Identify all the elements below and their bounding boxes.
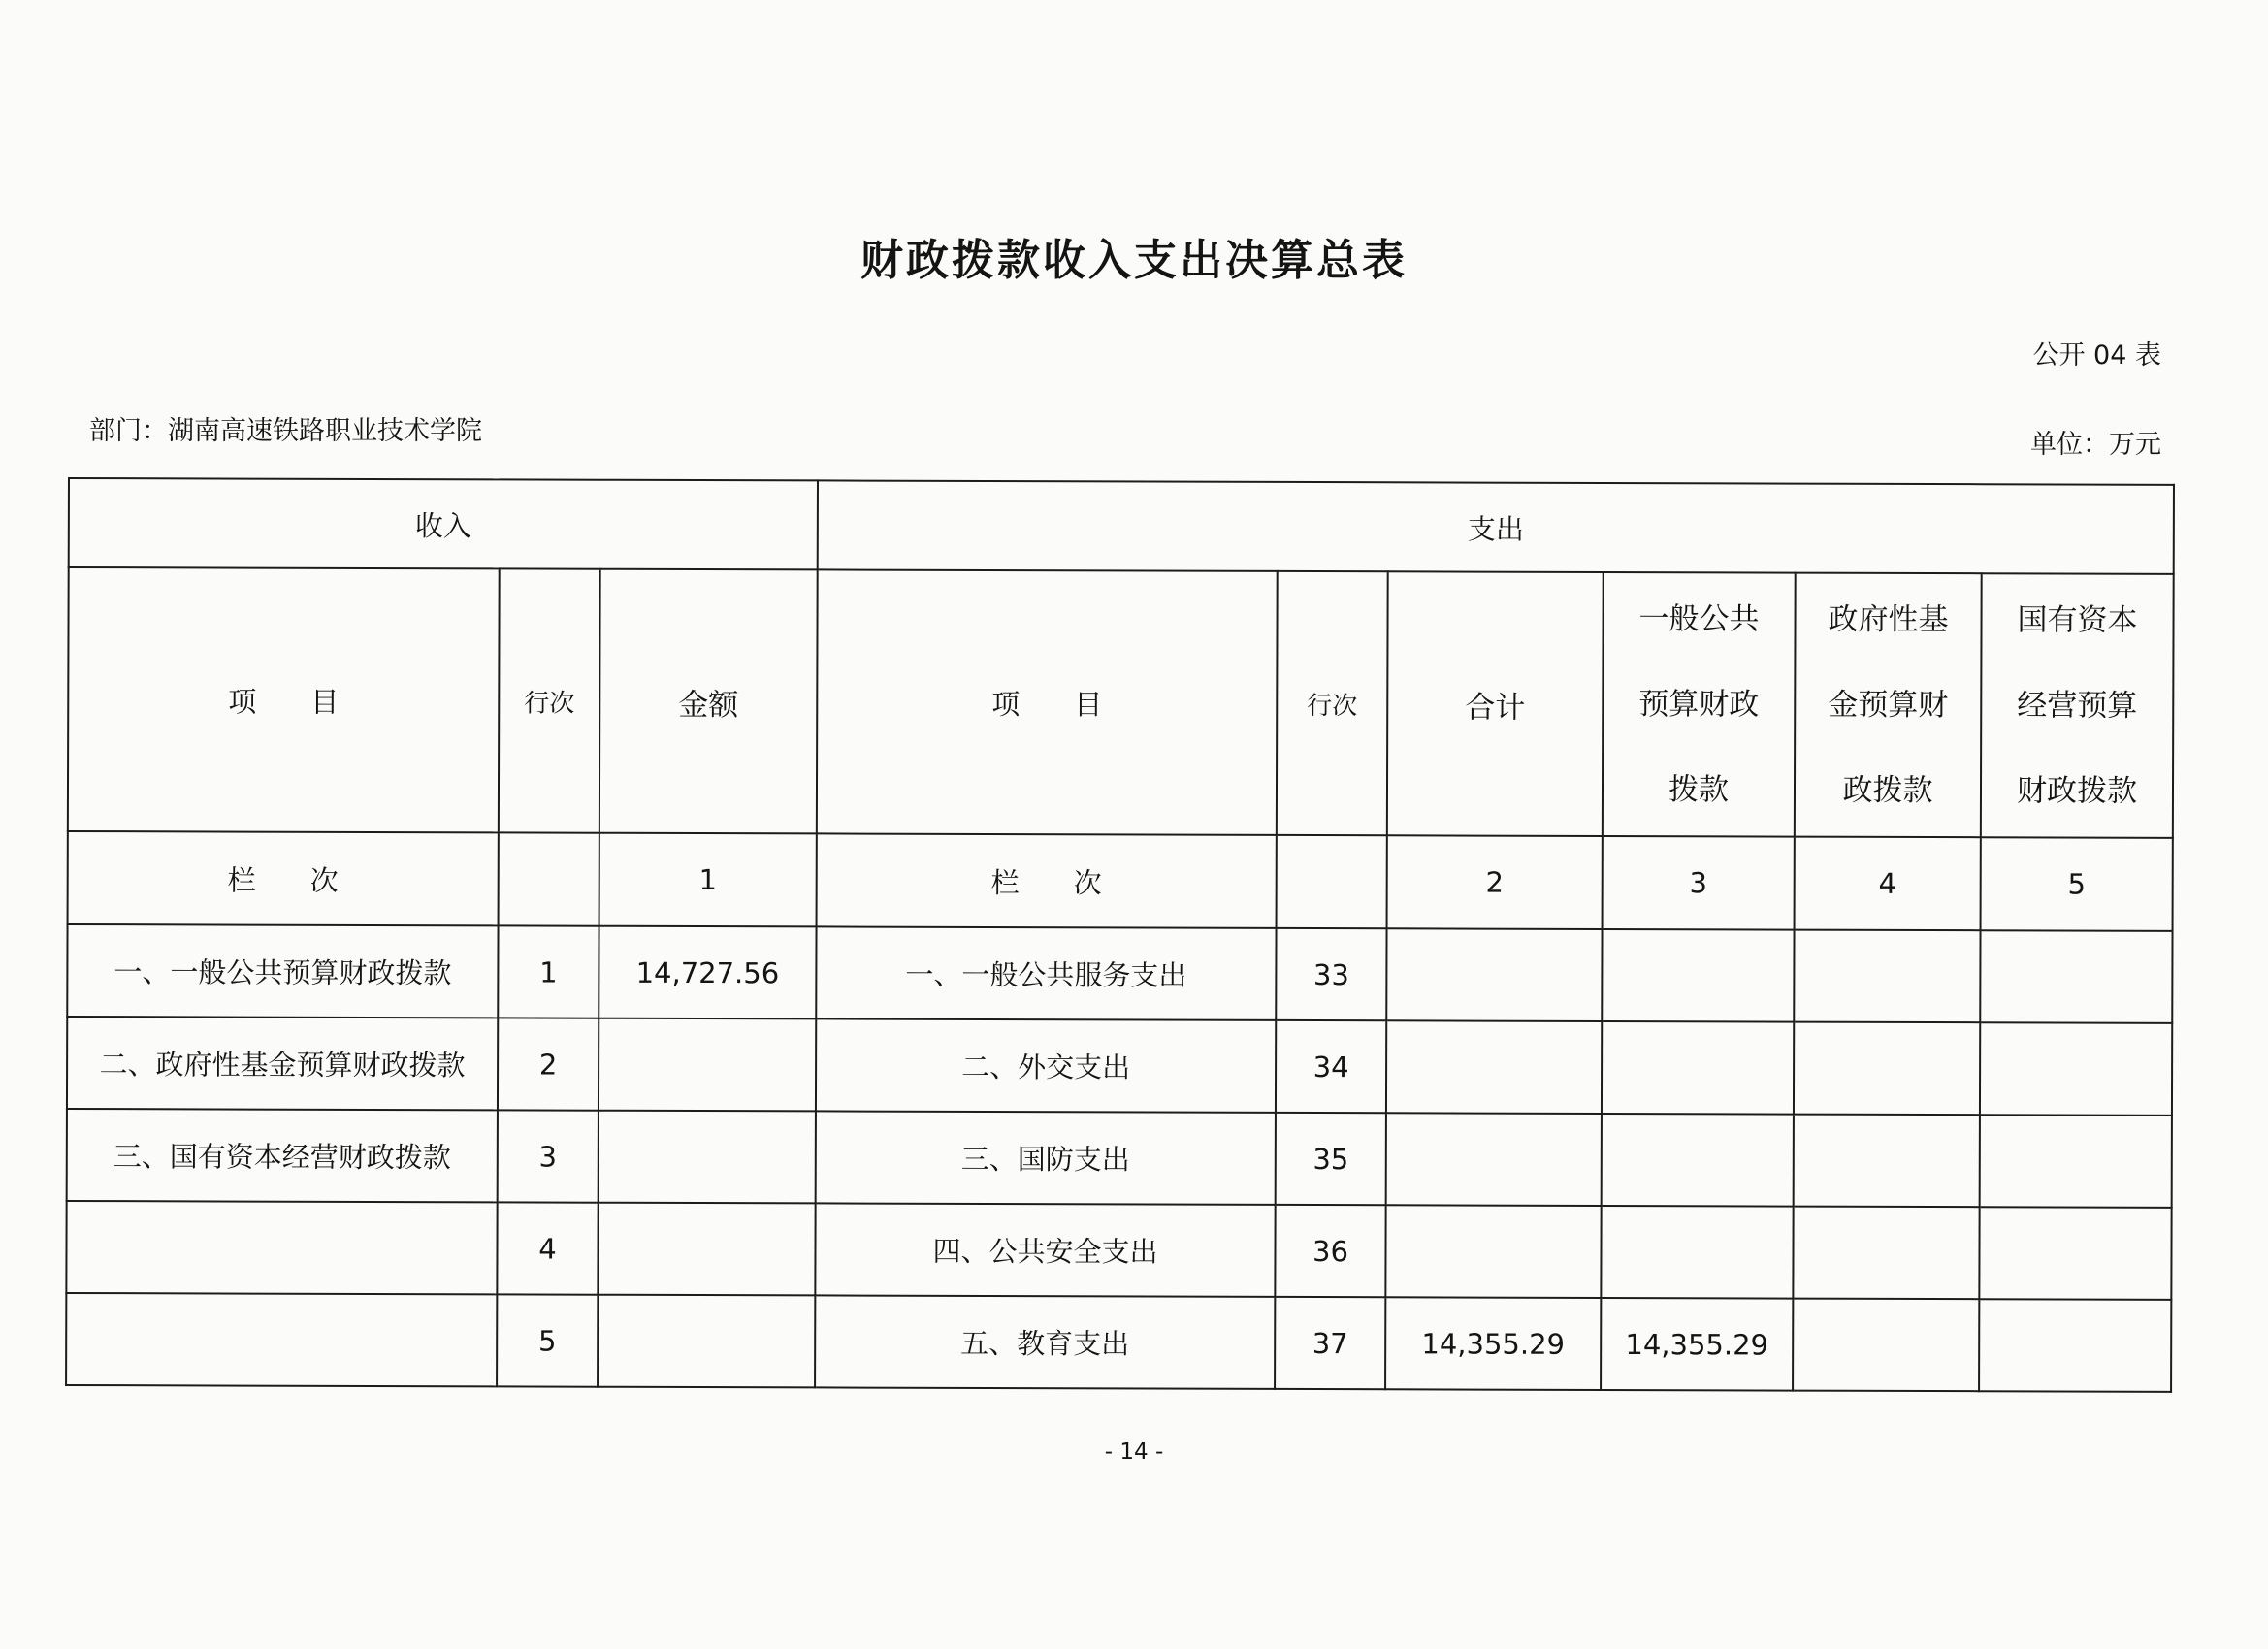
- gov-fund-column-index: 4: [1795, 837, 1981, 931]
- income-item: 一、一般公共预算财政拨款: [67, 924, 498, 1018]
- income-item: 三、国有资本经营财政拨款: [67, 1109, 498, 1202]
- section-header-row: [69, 478, 2174, 574]
- total-amount: 14,355.29: [1385, 1297, 1601, 1390]
- expense-row-no: 37: [1275, 1297, 1385, 1389]
- income-amount: [599, 1111, 816, 1204]
- income-column-index-amount: 1: [599, 833, 817, 927]
- general-budget-header-line: 一般公共: [1638, 601, 1760, 637]
- total-amount: [1386, 1113, 1602, 1206]
- expense-row-no: 36: [1275, 1205, 1385, 1297]
- total-amount: [1385, 1205, 1601, 1298]
- expense-item-header-text: 项目: [991, 687, 1157, 722]
- state-capital-column-index: 5: [1981, 837, 2173, 931]
- state-capital-amount: [1979, 1207, 2171, 1300]
- income-amount: [598, 1203, 815, 1296]
- income-item: 二、政府性基金预算财政拨款: [67, 1017, 498, 1110]
- gov-fund-amount: [1794, 1022, 1980, 1116]
- total-amount: [1386, 1020, 1602, 1114]
- expense-column-index-row-no: [1277, 835, 1387, 928]
- income-row-no: 4: [497, 1202, 598, 1294]
- expense-item-header: [817, 569, 1278, 834]
- form-code: 公开 04 表: [2032, 340, 2161, 371]
- expense-row-no-header: 行次: [1277, 571, 1388, 835]
- income-column-index-label: [68, 831, 499, 925]
- general-budget-amount: [1602, 929, 1794, 1022]
- column-index-row: [68, 831, 2173, 931]
- table-row: [67, 1017, 2172, 1116]
- expense-column-index-label: [817, 833, 1277, 927]
- total-amount: [1386, 928, 1602, 1021]
- income-row-no: 1: [498, 925, 599, 1018]
- income-item: [66, 1201, 497, 1294]
- table-row: [67, 1109, 2172, 1208]
- gov-fund-header-line: 政府性基: [1828, 601, 1949, 638]
- general-budget-column-index: 3: [1603, 836, 1795, 930]
- income-amount-header: 金额: [599, 569, 818, 834]
- general-budget-header-line: 拨款: [1668, 772, 1730, 808]
- expense-row-no: 35: [1276, 1113, 1386, 1205]
- page-title: 财政拨款收入支出决算总表: [860, 236, 1408, 285]
- state-capital-amount: [1980, 1022, 2172, 1116]
- page-number: - 14 -: [1104, 1439, 1164, 1465]
- income-row-no-header: 行次: [499, 568, 600, 832]
- table-row: [67, 924, 2172, 1023]
- state-capital-header-line: 国有资本: [2017, 602, 2138, 638]
- expense-item: 四、公共安全支出: [815, 1203, 1275, 1296]
- total-header: 合计: [1387, 571, 1604, 836]
- state-capital-header-line: 财政拨款: [2016, 773, 2138, 809]
- department-label: 部门：湖南高速铁路职业技术学院: [89, 416, 482, 446]
- income-row-no: 3: [498, 1110, 599, 1202]
- income-amount: 14,727.56: [599, 926, 816, 1019]
- gov-fund-header: [1795, 573, 1982, 838]
- income-column-index-label-text: 栏次: [227, 863, 393, 897]
- state-capital-amount: [1979, 1299, 2171, 1392]
- expense-row-no: 34: [1276, 1020, 1386, 1113]
- expense-item: 五、教育支出: [815, 1295, 1275, 1388]
- general-budget-header: [1603, 572, 1796, 837]
- income-amount: [598, 1295, 815, 1388]
- income-item: [66, 1293, 497, 1386]
- expense-row-no: 33: [1276, 928, 1386, 1020]
- state-capital-header: [1981, 573, 2174, 838]
- income-item-header: [68, 567, 500, 832]
- income-item-header-text: 项目: [228, 685, 394, 719]
- income-row-no: 2: [498, 1018, 599, 1110]
- expense-item: 二、外交支出: [816, 1018, 1276, 1112]
- column-header-row: [68, 567, 2174, 838]
- total-column-index: 2: [1387, 835, 1603, 929]
- gov-fund-header-line: 金预算财: [1828, 687, 1949, 724]
- expense-header: 支出: [818, 480, 2174, 573]
- gov-fund-header-line: 政拨款: [1842, 772, 1933, 809]
- general-budget-amount: 14,355.29: [1601, 1298, 1793, 1391]
- gov-fund-amount: [1794, 1115, 1980, 1208]
- state-capital-header-line: 经营预算: [2017, 688, 2138, 724]
- general-budget-amount: [1602, 1021, 1794, 1115]
- table-row: [66, 1293, 2171, 1392]
- income-header: 收入: [69, 478, 818, 569]
- general-budget-header-line: 预算财政: [1638, 687, 1760, 723]
- general-budget-amount: [1602, 1114, 1794, 1207]
- income-column-index-row-no: [499, 832, 599, 925]
- table-row: [66, 1201, 2171, 1300]
- expense-column-index-label-text: 栏次: [990, 865, 1156, 900]
- gov-fund-amount: [1794, 930, 1980, 1023]
- income-row-no: 5: [497, 1294, 598, 1386]
- expense-item: 三、国防支出: [816, 1111, 1276, 1204]
- income-amount: [599, 1018, 816, 1112]
- gov-fund-amount: [1793, 1207, 1979, 1300]
- expense-item: 一、一般公共服务支出: [816, 926, 1276, 1019]
- fiscal-allocation-table: [65, 477, 2175, 1393]
- gov-fund-amount: [1793, 1299, 1979, 1392]
- state-capital-amount: [1980, 930, 2172, 1023]
- unit-label: 单位：万元: [2030, 430, 2161, 460]
- state-capital-amount: [1980, 1115, 2172, 1208]
- general-budget-amount: [1601, 1206, 1793, 1299]
